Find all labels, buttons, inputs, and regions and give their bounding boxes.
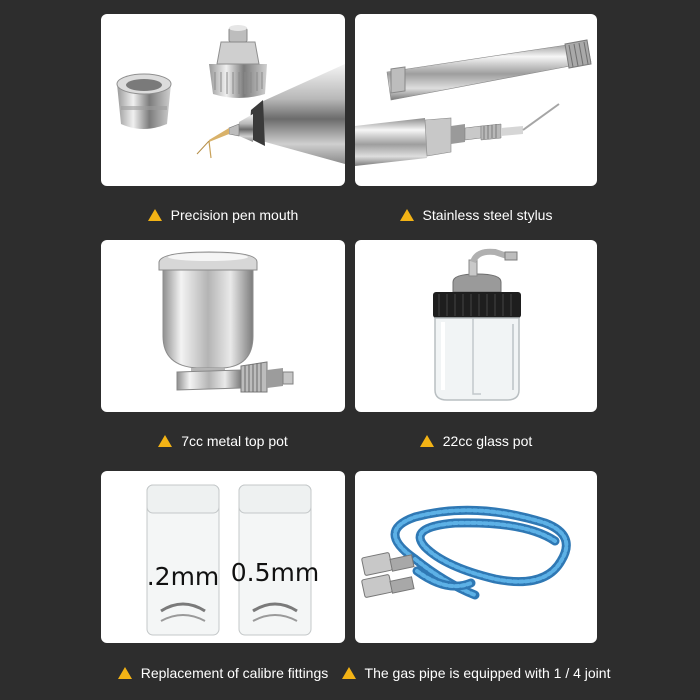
caption-text: 7cc metal top pot [181, 433, 288, 449]
glass-jar [433, 252, 521, 400]
vial-label-left: .2mm [146, 562, 220, 591]
metal-cup [159, 252, 257, 378]
photo-precision-pen-mouth [101, 14, 345, 186]
warning-triangle-icon [342, 667, 356, 679]
photo-gas-pipe [355, 471, 597, 643]
warning-triangle-icon [148, 209, 162, 221]
air-hose [395, 510, 566, 595]
vial-right [231, 485, 319, 635]
warning-triangle-icon [420, 435, 434, 447]
caption-text: Stainless steel stylus [422, 207, 553, 223]
photo-metal-top-pot [101, 240, 345, 412]
caption-text: Replacement of calibre fittings [140, 665, 329, 681]
caption-text: 22cc glass pot [442, 433, 533, 449]
caption-precision-pen-mouth [101, 204, 345, 226]
hose-fittings [361, 552, 414, 597]
nozzle-cap [117, 74, 171, 129]
warning-triangle-icon [400, 209, 414, 221]
caption-text: Precision pen mouth [170, 207, 299, 223]
caption-gas-pipe [355, 662, 611, 684]
caption-glass-pot [355, 430, 597, 452]
caption-calibre-fittings [101, 662, 345, 684]
photo-glass-pot [355, 240, 597, 412]
vial-left [147, 485, 220, 635]
photo-calibre-fittings [101, 471, 345, 643]
warning-triangle-icon [158, 435, 172, 447]
warning-triangle-icon [118, 667, 132, 679]
caption-metal-top-pot [101, 430, 345, 452]
vial-label-right: 0.5mm [230, 558, 320, 587]
needle-body [355, 104, 559, 166]
needle-cap [209, 25, 267, 98]
caption-text: The gas pipe is equipped with 1 / 4 joint [364, 665, 611, 681]
stylus-handle [387, 40, 591, 100]
photo-stainless-steel-stylus [355, 14, 597, 186]
caption-stainless-steel-stylus [355, 204, 597, 226]
